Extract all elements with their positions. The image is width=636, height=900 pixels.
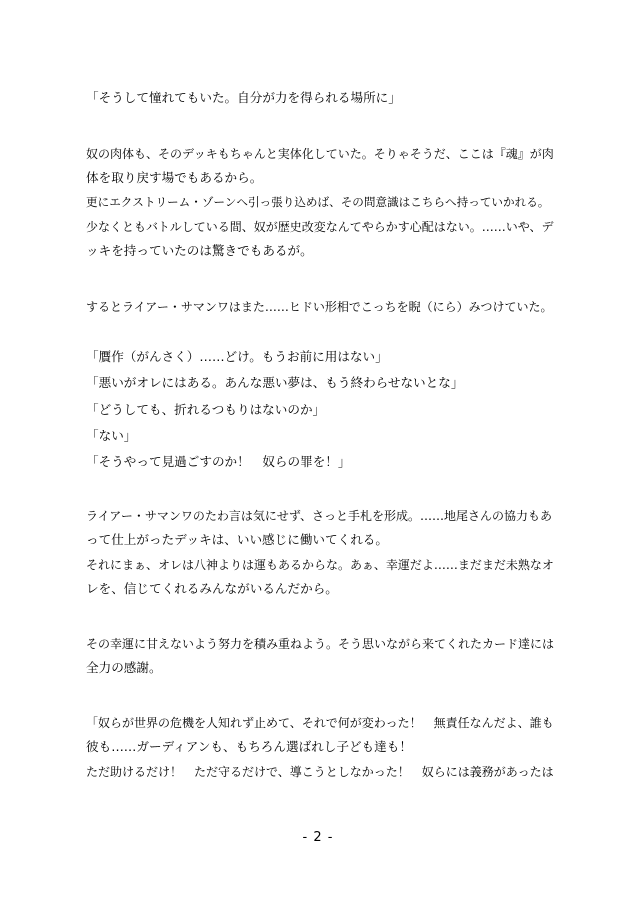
text-line: 彼も……ガーディアンも、もちろん選ばれし子ども達も！ <box>86 739 412 754</box>
text-line: ッキを持っていたのは驚きでもあるが。 <box>86 243 313 258</box>
text-line: 全力の感謝。 <box>86 660 162 675</box>
text-line: するとライアー・サマンワはまた……ヒドい形相でこっちを睨（にら）みつけていた。 <box>86 300 553 314</box>
text-line: 「贋作（がんさく）……どけ。もうお前に用はない」 <box>86 349 388 364</box>
text-line: 更にエクストリーム・ゾーンへ引っ張り込めば、その問意識はこちらへ持っていかれる。 <box>86 195 550 209</box>
text-line: その幸運に甘えないよう努力を積み重ねよう。そう思いながら来てくれたカード達には <box>86 637 555 651</box>
page-number: - 2 - <box>302 830 334 845</box>
text-line: 奴の肉体も、そのデッキもちゃんと実体化していた。そりゃそうだ、ここは『魂』が肉 <box>86 147 554 161</box>
text-line: 「ない」 <box>86 428 137 443</box>
text-line: 体を取り戻す場でもあるから。 <box>86 170 263 185</box>
text-line: レを、信じてくれるみんながいるんだから。 <box>86 581 338 596</box>
text-line: 「そうして憧れてもいた。自分が力を得られる場所に」 <box>86 90 401 105</box>
text-line: 「どうしても、折れるつもりはないのか」 <box>86 402 326 417</box>
text-line: ただ助けるだけ！ ただ守るだけで、導こうとしなかった！ 奴らには義務があったは <box>86 765 554 779</box>
text-line: ライアー・サマンワのたわ言は気にせず、さっと手札を形成。……地尾さんの協力もあ <box>86 509 552 523</box>
text-line: それにまぁ、オレは八神よりは運もあるからな。あぁ、幸運だよ……まだまだ未熟なオ <box>86 558 554 572</box>
text-line: 「そうやって見過ごすのか！ 奴らの罪を！」 <box>86 454 351 469</box>
text-line: 「奴らが世界の危機を人知れず止めて、それで何が変わった！ 無責任なんだよ、誰も <box>86 716 554 730</box>
text-line: って仕上がったデッキは、いい感じに働いてくれる。 <box>86 532 388 547</box>
text-line: 少なくともバトルしている間、奴が歴史改変なんてやらかす心配はない。……いや、デ <box>86 220 554 234</box>
text-line: 「悪いがオレにはある。あんな悪い夢は、もう終わらせないとな」 <box>86 375 464 390</box>
